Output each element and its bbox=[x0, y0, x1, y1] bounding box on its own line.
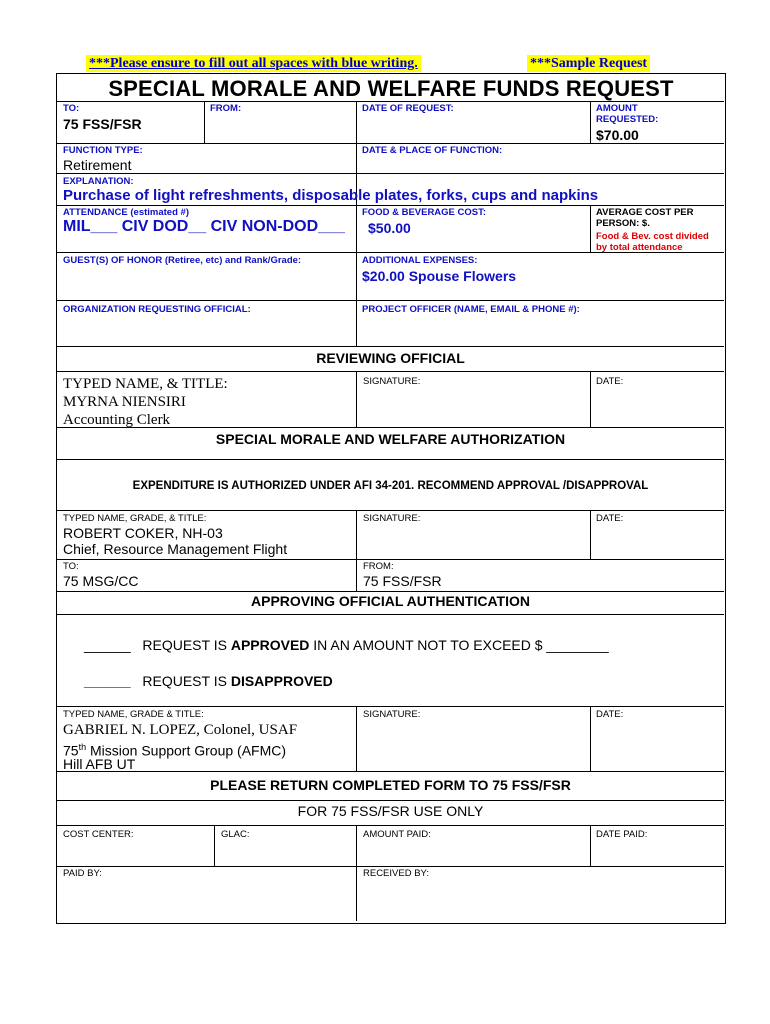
disapproved-checkbox[interactable]: ______ bbox=[84, 673, 131, 689]
divider bbox=[590, 101, 591, 143]
reviewing-name-field[interactable]: MYRNA NIENSIRI bbox=[63, 394, 186, 410]
authorization-statement: EXPENDITURE IS AUTHORIZED UNDER AFI 34-201. RECOMMEND APPROVAL /DISAPPROVAL bbox=[132, 480, 649, 492]
divider bbox=[590, 205, 591, 252]
received-by-label: RECEIVED BY: bbox=[363, 868, 429, 879]
divider bbox=[214, 825, 215, 866]
authorization-typed-label: TYPED NAME, GRADE, & TITLE: bbox=[63, 513, 207, 524]
return-note: PLEASE RETURN COMPLETED FORM TO 75 FSS/FSR bbox=[210, 777, 571, 793]
to-label: TO: bbox=[63, 103, 80, 114]
approving-location-field[interactable]: Hill AFB UT bbox=[63, 756, 136, 772]
authorization-signature-label: SIGNATURE: bbox=[363, 513, 421, 524]
amount-label: AMOUNT REQUESTED: bbox=[596, 103, 659, 125]
date-place-label: DATE & PLACE OF FUNCTION: bbox=[362, 145, 503, 156]
authorization-from-label: FROM: bbox=[363, 561, 394, 572]
fill-instruction-note: ***Please ensure to fill out all spaces with blue writing. bbox=[86, 55, 421, 72]
guests-label: GUEST(S) OF HONOR (Retiree, etc) and Rank/Grade: bbox=[63, 255, 302, 266]
rule bbox=[57, 205, 724, 206]
paid-by-label: PAID BY: bbox=[63, 868, 102, 879]
amount-requested-field[interactable]: $70.00 bbox=[596, 127, 639, 143]
reviewing-date-label: DATE: bbox=[596, 376, 624, 387]
rule bbox=[57, 559, 724, 560]
disapproved-line: ______ REQUEST IS DISAPPROVED bbox=[84, 673, 333, 689]
approving-heading: APPROVING OFFICIAL AUTHENTICATION bbox=[251, 593, 530, 609]
rule bbox=[57, 510, 724, 511]
rule bbox=[57, 101, 724, 102]
divider bbox=[356, 371, 357, 427]
authorization-name-field[interactable]: ROBERT COKER, NH-03 bbox=[63, 525, 223, 541]
rule bbox=[57, 143, 724, 144]
rule bbox=[57, 825, 724, 826]
rule bbox=[57, 173, 724, 174]
divider bbox=[590, 825, 591, 866]
divider bbox=[356, 101, 357, 346]
rule bbox=[57, 459, 724, 460]
explanation-label: EXPLANATION: bbox=[63, 176, 134, 187]
rule bbox=[57, 771, 724, 772]
avg-cost-note: Food & Bev. cost divided by total attendance bbox=[596, 231, 709, 253]
additional-expenses-field[interactable]: $20.00 Spouse Flowers bbox=[362, 268, 517, 284]
rule bbox=[57, 614, 724, 615]
project-officer-label: PROJECT OFFICER (NAME, EMAIL & PHONE #): bbox=[362, 304, 580, 315]
divider bbox=[590, 510, 591, 559]
attendance-label: ATTENDANCE (estimated #) bbox=[63, 207, 189, 218]
rule bbox=[57, 371, 724, 372]
org-official-label: ORGANIZATION REQUESTING OFFICIAL: bbox=[63, 304, 251, 315]
approving-date-label: DATE: bbox=[596, 709, 624, 720]
cost-center-label: COST CENTER: bbox=[63, 829, 134, 840]
avg-cost-label: AVERAGE COST PER PERSON: $. bbox=[596, 207, 694, 229]
office-use-heading: FOR 75 FSS/FSR USE ONLY bbox=[297, 803, 484, 819]
rule bbox=[57, 591, 724, 592]
form-title: SPECIAL MORALE AND WELFARE FUNDS REQUEST bbox=[108, 76, 674, 101]
attendance-field[interactable]: MIL___ CIV DOD__ CIV NON-DOD___ bbox=[63, 218, 345, 235]
divider bbox=[356, 510, 357, 591]
divider bbox=[590, 706, 591, 771]
divider bbox=[204, 101, 205, 143]
reviewing-title-field[interactable]: Accounting Clerk bbox=[63, 412, 171, 428]
divider bbox=[356, 825, 357, 921]
approving-org-field[interactable]: 75th Mission Support Group (AFMC) bbox=[63, 742, 287, 759]
rule bbox=[57, 866, 724, 867]
divider bbox=[590, 371, 591, 427]
reviewing-signature-label: SIGNATURE: bbox=[363, 376, 421, 387]
date-of-request-label: DATE OF REQUEST: bbox=[362, 103, 454, 114]
food-cost-field[interactable]: $50.00 bbox=[368, 220, 411, 236]
authorization-date-label: DATE: bbox=[596, 513, 624, 524]
reviewing-typed-label: TYPED NAME, & TITLE: bbox=[63, 376, 228, 392]
function-type-label: FUNCTION TYPE: bbox=[63, 145, 143, 156]
glac-label: GLAC: bbox=[221, 829, 250, 840]
sample-request-note: ***Sample Request bbox=[527, 55, 650, 72]
rule bbox=[57, 346, 724, 347]
to-field[interactable]: 75 FSS/FSR bbox=[63, 116, 142, 132]
approved-checkbox[interactable]: ______ bbox=[84, 637, 131, 653]
from-label: FROM: bbox=[210, 103, 242, 114]
authorization-title-field[interactable]: Chief, Resource Management Flight bbox=[63, 541, 288, 557]
approving-name-field[interactable]: GABRIEL N. LOPEZ, Colonel, USAF bbox=[63, 722, 298, 738]
approved-line: ______ REQUEST IS APPROVED IN AN AMOUNT NOT TO EXCEED $ ________ bbox=[84, 637, 609, 653]
date-paid-label: DATE PAID: bbox=[596, 829, 648, 840]
authorization-to-field[interactable]: 75 MSG/CC bbox=[63, 573, 139, 589]
authorization-from-field[interactable]: 75 FSS/FSR bbox=[363, 573, 442, 589]
rule bbox=[57, 706, 724, 707]
reviewing-heading: REVIEWING OFFICIAL bbox=[316, 350, 465, 366]
food-cost-label: FOOD & BEVERAGE COST: bbox=[362, 207, 487, 218]
divider bbox=[356, 706, 357, 771]
authorization-to-label: TO: bbox=[63, 561, 79, 572]
additional-expenses-label: ADDITIONAL EXPENSES: bbox=[362, 255, 478, 266]
rule bbox=[57, 800, 724, 801]
amount-paid-label: AMOUNT PAID: bbox=[363, 829, 431, 840]
function-type-field[interactable]: Retirement bbox=[63, 157, 132, 173]
approving-signature-label: SIGNATURE: bbox=[363, 709, 421, 720]
explanation-field[interactable]: Purchase of light refreshments, disposable plates, forks, cups and napkins bbox=[63, 187, 599, 204]
approving-typed-label: TYPED NAME, GRADE & TITLE: bbox=[63, 709, 204, 720]
authorization-heading: SPECIAL MORALE AND WELFARE AUTHORIZATION bbox=[215, 431, 566, 447]
rule bbox=[57, 300, 724, 301]
